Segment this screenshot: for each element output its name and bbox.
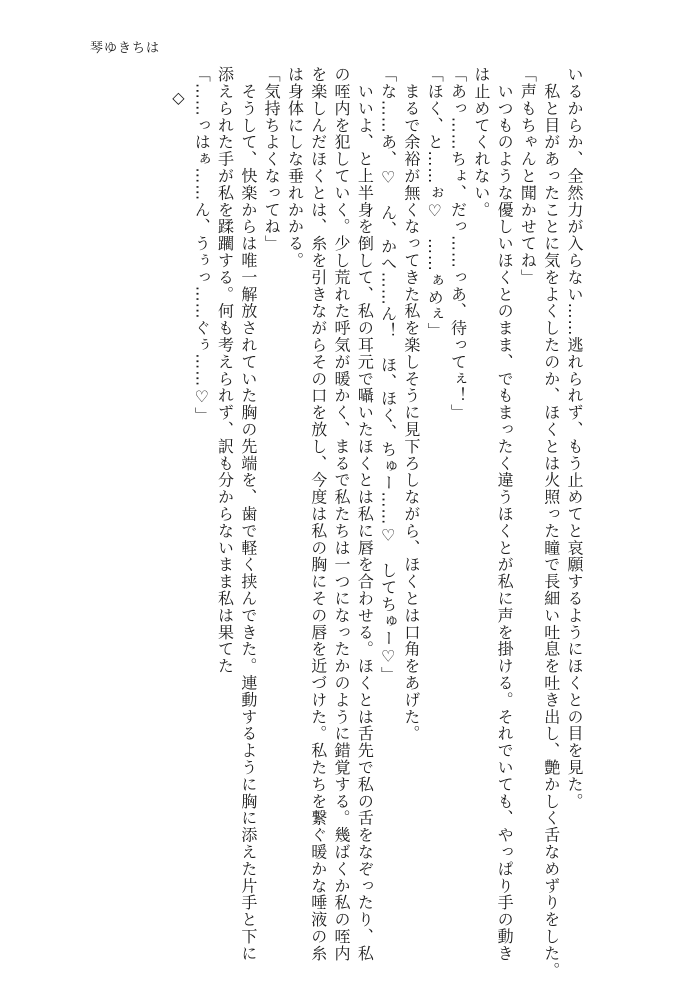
text-line: は身体にしな垂れかかる。: [285, 66, 305, 269]
text-line: 「気持ちよくなってね」: [262, 66, 282, 252]
text-line: 「……っはぁ……ん、うぅっ……ぐぅ……♡」: [192, 66, 212, 424]
text-line: そうして、快楽からは唯一解放されていた胸の先端を、歯で軽く挟んできた。連動するように胸に添えた片手と下に: [238, 66, 258, 962]
text-line: 「な……あ、♡ ん、かへ……ん！ ほ、ほく、ちゅー……♡ してちゅー♡」: [378, 66, 398, 684]
text-line: 添えられた手が私を蹂躙する。何も考えられず、訳も分からないまま私は果てた: [215, 66, 235, 675]
text-line: 私と目があったことに気をよくしたのか、ほくとは火照った瞳で長細い吐息を吐き出し、艶かしく舌なめずりをした。: [541, 66, 561, 979]
text-line: を楽しんだほくとは、糸を引きながらその口を放し、今度は私の胸にその唇を近づけた。私たちを繋ぐ暖かな唾液の糸: [308, 66, 328, 962]
text-line: いるからか、全然力が入らない……逃れられず、もう止めてと哀願するようにほくとの目を見た。: [565, 66, 584, 810]
text-line: いいよ、と上半身を倒して、私の耳元で囁いたほくとは私に唇を合わせる。ほくとは舌先で私の舌をなぞったり、私: [355, 66, 375, 962]
text-line: 「あっ……ちょ、だっ……っあ、待ってぇ！」: [448, 66, 468, 421]
vertical-body-text: [167, 66, 586, 979]
section-separator: ◇: [168, 88, 188, 108]
text-line: は止めてくれない。: [471, 66, 491, 219]
text-line: 「ほく、と……ぉ♡ ……ぁめぇ」: [425, 66, 445, 340]
text-line: の咥内を犯していく。少し荒れた呼気が暖かく、まるで私たちは一つになったかのように錯覚する。幾ばくか私の咥内: [332, 66, 352, 962]
text-line: いつものような優しいほくとのまま、でもまったく違うほくとが私に声を掛ける。それでいても、やっぱり手の動き: [495, 66, 515, 962]
text-line: まるで余裕が無くなってきた私を楽しそうに見下ろしながら、ほくとは口角をあげた。: [401, 66, 421, 742]
text-line: 「声もちゃんと聞かせてね」: [518, 66, 538, 286]
author-header: 琴ゆきちは: [90, 41, 161, 56]
